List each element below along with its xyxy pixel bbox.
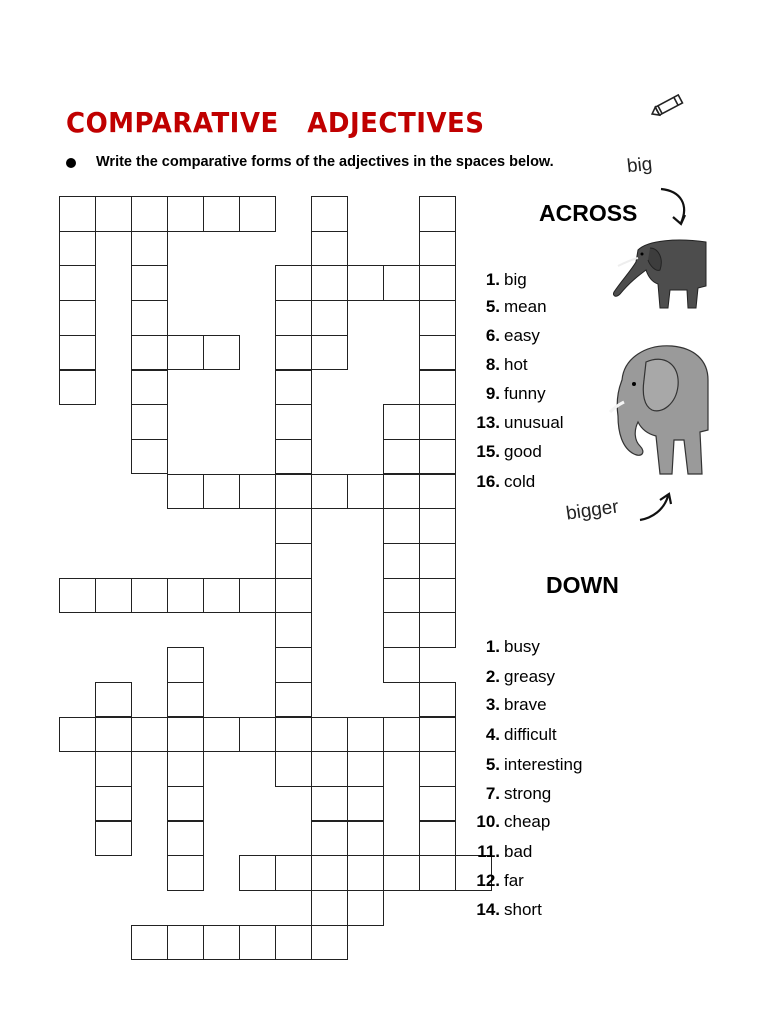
clue-number: 14. [476, 900, 500, 919]
crossword-cell[interactable] [131, 925, 168, 961]
clue-number: 16. [476, 472, 500, 491]
clue-number: 10. [476, 812, 500, 831]
instruction-text: Write the comparative forms of the adjectives in the spaces below. [96, 154, 554, 170]
down-clue-10 [474, 812, 550, 832]
crossword-cell[interactable] [275, 647, 312, 683]
clue-word: funny [504, 384, 546, 403]
crossword-cell[interactable] [419, 578, 456, 614]
clue-number: 3. [485, 695, 500, 714]
crossword-cell[interactable] [131, 196, 168, 232]
crossword-cell[interactable] [383, 578, 420, 614]
crossword-cell[interactable] [275, 474, 312, 510]
down-clue-4 [474, 725, 557, 745]
crossword-cell[interactable] [131, 439, 168, 475]
crossword-cell[interactable] [131, 404, 168, 440]
crossword-cell[interactable] [347, 821, 384, 857]
crossword-cell[interactable] [239, 578, 276, 614]
crossword-cell[interactable] [131, 300, 168, 336]
down-clue-7 [474, 784, 551, 804]
crossword-cell[interactable] [419, 612, 456, 648]
crossword-cell[interactable] [239, 855, 276, 891]
crossword-cell[interactable] [95, 821, 132, 857]
clue-word: easy [504, 326, 540, 345]
crossword-cell[interactable] [167, 682, 204, 718]
clue-word: strong [504, 784, 552, 803]
crossword-cell[interactable] [419, 474, 456, 510]
across-clue-1 [474, 270, 527, 290]
clue-number: 9. [485, 384, 500, 403]
clue-number: 12. [476, 871, 500, 890]
across-clue-13 [474, 413, 564, 433]
clue-number: 7. [485, 784, 500, 803]
crossword-cell[interactable] [347, 890, 384, 926]
crossword-cell[interactable] [95, 682, 132, 718]
crossword-cell[interactable] [131, 265, 168, 301]
crossword-cell[interactable] [383, 404, 420, 440]
crossword-cell[interactable] [311, 265, 348, 301]
across-clue-9 [474, 384, 546, 404]
clue-number: 11. [477, 842, 500, 861]
crossword-cell[interactable] [203, 474, 240, 510]
across-clue-16 [474, 472, 535, 492]
clue-word: far [504, 871, 524, 890]
crossword-cell[interactable] [419, 751, 456, 787]
crossword-cell[interactable] [347, 786, 384, 822]
crossword-cell[interactable] [419, 404, 456, 440]
crossword-cell[interactable] [383, 265, 420, 301]
crossword-cell[interactable] [275, 578, 312, 614]
clue-word: big [504, 270, 527, 289]
page-title: COMPARATIVE ADJECTIVES [66, 106, 485, 139]
crossword-cell[interactable] [347, 474, 384, 510]
crossword-cell[interactable] [59, 335, 96, 371]
crossword-cell[interactable] [311, 855, 348, 891]
clue-word: hot [504, 355, 528, 374]
crossword-cell[interactable] [203, 925, 240, 961]
elephant-small-image [608, 236, 708, 316]
crossword-cell[interactable] [239, 717, 276, 753]
crossword-cell[interactable] [167, 821, 204, 857]
crossword-cell[interactable] [59, 196, 96, 232]
crossword-cell[interactable] [59, 717, 96, 753]
clue-number: 2. [485, 667, 500, 686]
clue-number: 1. [485, 270, 500, 289]
crossword-cell[interactable] [275, 751, 312, 787]
crossword-cell[interactable] [383, 474, 420, 510]
clue-word: greasy [504, 667, 556, 686]
crossword-cell[interactable] [347, 751, 384, 787]
crossword-cell[interactable] [311, 196, 348, 232]
crossword-cell[interactable] [311, 335, 348, 371]
down-clue-1 [474, 637, 540, 657]
crossword-cell[interactable] [131, 335, 168, 371]
crossword-cell[interactable] [95, 717, 132, 753]
crossword-cell[interactable] [95, 786, 132, 822]
crossword-cell[interactable] [311, 474, 348, 510]
clue-word: difficult [504, 725, 557, 744]
crossword-cell[interactable] [419, 300, 456, 336]
crossword-cell[interactable] [131, 370, 168, 406]
crossword-cell[interactable] [311, 231, 348, 267]
crossword-cell[interactable] [95, 578, 132, 614]
clue-word: interesting [504, 755, 583, 774]
crossword-cell[interactable] [203, 578, 240, 614]
example-comparative-word: bigger [564, 496, 620, 525]
example-base-word: big [625, 153, 654, 178]
crossword-cell[interactable] [311, 821, 348, 857]
crossword-cell[interactable] [203, 196, 240, 232]
crossword-cell[interactable] [167, 751, 204, 787]
clue-word: brave [504, 695, 547, 714]
crossword-cell[interactable] [95, 196, 132, 232]
crossword-cell[interactable] [203, 717, 240, 753]
crossword-cell[interactable] [275, 335, 312, 371]
clue-number: 8. [485, 355, 500, 374]
across-heading: ACROSS [539, 200, 638, 226]
down-clue-12 [474, 871, 524, 891]
crossword-cell[interactable] [275, 682, 312, 718]
crossword-cell[interactable] [275, 300, 312, 336]
clue-word: cold [504, 472, 536, 491]
crossword-cell[interactable] [311, 890, 348, 926]
down-clue-14 [474, 900, 542, 920]
crossword-cell[interactable] [131, 717, 168, 753]
crossword-cell[interactable] [383, 855, 420, 891]
clue-word: cheap [504, 812, 551, 831]
across-clue-15 [474, 442, 542, 462]
crossword-cell[interactable] [419, 508, 456, 544]
clue-number: 5. [485, 755, 500, 774]
crossword-cell[interactable] [419, 786, 456, 822]
crossword-cell[interactable] [95, 751, 132, 787]
crossword-cell[interactable] [419, 265, 456, 301]
clue-word: good [504, 442, 542, 461]
crossword-cell[interactable] [59, 265, 96, 301]
crossword-cell[interactable] [131, 231, 168, 267]
clue-number: 1. [485, 637, 500, 656]
crossword-cell[interactable] [59, 231, 96, 267]
crossword-cell[interactable] [311, 751, 348, 787]
clue-word: short [504, 900, 542, 919]
crossword-cell[interactable] [275, 543, 312, 579]
crossword-cell[interactable] [59, 370, 96, 406]
crossword-cell[interactable] [275, 439, 312, 475]
crossword-cell[interactable] [167, 474, 204, 510]
crossword-cell[interactable] [419, 855, 456, 891]
crossword-cell[interactable] [275, 265, 312, 301]
crossword-cell[interactable] [347, 265, 384, 301]
elephant-big-image [598, 340, 710, 480]
crossword-cell[interactable] [239, 925, 276, 961]
clue-word: unusual [504, 413, 564, 432]
crossword-cell[interactable] [419, 682, 456, 718]
crossword-cell[interactable] [383, 647, 420, 683]
down-clue-2 [474, 667, 555, 687]
clue-number: 13. [476, 413, 500, 432]
crossword-cell[interactable] [275, 404, 312, 440]
crossword-cell[interactable] [167, 925, 204, 961]
crossword-cell[interactable] [419, 196, 456, 232]
crossword-cell[interactable] [383, 508, 420, 544]
across-clue-5 [474, 297, 547, 317]
down-heading: DOWN [546, 572, 619, 598]
crossword-cell[interactable] [383, 717, 420, 753]
clue-number: 4. [485, 725, 500, 744]
crossword-cell[interactable] [419, 717, 456, 753]
crossword-cell[interactable] [167, 335, 204, 371]
curved-arrow-down-icon [655, 185, 695, 230]
crossword-cell[interactable] [167, 717, 204, 753]
crossword-cell[interactable] [383, 612, 420, 648]
clue-word: mean [504, 297, 547, 316]
crossword-cell[interactable] [167, 647, 204, 683]
crossword-cell[interactable] [275, 612, 312, 648]
crossword-cell[interactable] [59, 578, 96, 614]
clue-number: 5. [485, 297, 500, 316]
crossword-cell[interactable] [347, 855, 384, 891]
crossword-cell[interactable] [419, 335, 456, 371]
down-clue-11 [474, 842, 532, 862]
curved-arrow-up-icon [636, 490, 676, 525]
crossword-cell[interactable] [419, 370, 456, 406]
crossword-cell[interactable] [419, 439, 456, 475]
crossword-cell[interactable] [275, 925, 312, 961]
crossword-cell[interactable] [275, 717, 312, 753]
crossword-cell[interactable] [167, 855, 204, 891]
crossword-cell[interactable] [131, 578, 168, 614]
crossword-cell[interactable] [383, 439, 420, 475]
crossword-cell[interactable] [167, 786, 204, 822]
clue-word: bad [504, 842, 533, 861]
crossword-cell[interactable] [275, 855, 312, 891]
crossword-cell[interactable] [383, 543, 420, 579]
crossword-cell[interactable] [239, 196, 276, 232]
crossword-cell[interactable] [239, 474, 276, 510]
crossword-cell[interactable] [419, 231, 456, 267]
crossword-cell[interactable] [275, 370, 312, 406]
crossword-cell[interactable] [311, 717, 348, 753]
pencil-icon [650, 90, 690, 120]
crossword-cell[interactable] [419, 543, 456, 579]
clue-word: busy [504, 637, 540, 656]
crossword-cell[interactable] [203, 335, 240, 371]
crossword-cell[interactable] [59, 300, 96, 336]
crossword-cell[interactable] [311, 786, 348, 822]
crossword-cell[interactable] [347, 717, 384, 753]
bullet-icon [66, 158, 76, 168]
down-clue-3 [474, 695, 547, 715]
crossword-cell[interactable] [419, 821, 456, 857]
crossword-cell[interactable] [275, 508, 312, 544]
across-clue-8 [474, 355, 528, 375]
across-clue-6 [474, 326, 540, 346]
clue-number: 15. [476, 442, 500, 461]
down-clue-5 [474, 755, 582, 775]
crossword-cell[interactable] [167, 196, 204, 232]
crossword-cell[interactable] [311, 925, 348, 961]
crossword-cell[interactable] [311, 300, 348, 336]
clue-number: 6. [485, 326, 500, 345]
crossword-cell[interactable] [167, 578, 204, 614]
